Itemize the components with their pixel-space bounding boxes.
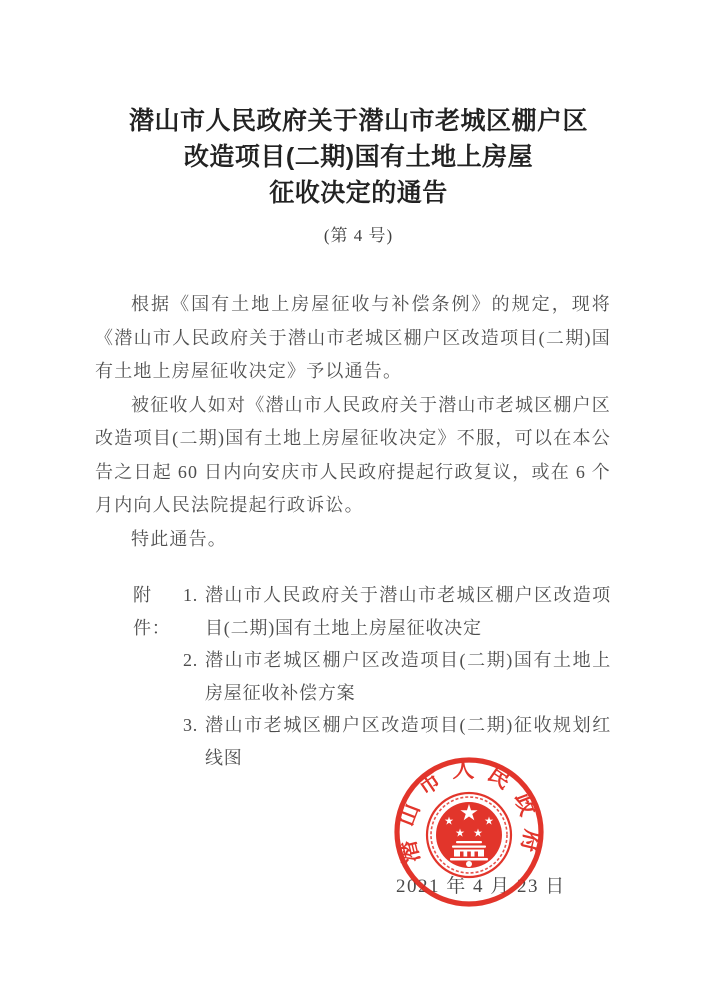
gear-icon: [466, 861, 472, 867]
small-star-icon: [474, 829, 483, 837]
small-star-icon: [485, 817, 494, 825]
document-title-line-3: 征收决定的通告: [269, 179, 448, 207]
attachments-section: [133, 579, 615, 774]
paragraph-closing: 特此通告。: [131, 528, 227, 549]
attachment-2-number: 2.: [183, 650, 199, 670]
document-body: [95, 288, 611, 556]
attachment-item-3: [183, 709, 615, 774]
issue-date: 2021 年 4 月 23 日: [396, 876, 566, 897]
small-star-icon: [445, 817, 454, 825]
attachment-item-1: [183, 579, 615, 644]
attachment-item-2: [183, 644, 615, 709]
document-title-line-2: 改造项目(二期)国有土地上房屋: [183, 143, 534, 171]
tiananmen-gate-icon: [450, 841, 488, 867]
attachments-label: 附件：: [133, 585, 171, 638]
paragraph-appeal-rights: 被征收人如对《潜山市人民政府关于潜山市老城区棚户区改造项目(二期)国有土地上房屋征收决定》不服，可以在本公告之日起 60 日内向安庆市人民政府提起行政复议，或在 6 个月内向人民法院提起行政诉讼。: [95, 394, 611, 515]
attachments-list: [183, 579, 615, 774]
document-title: [10, 103, 707, 211]
document-number: (第 4 号): [323, 226, 394, 245]
attachment-3-number: 3.: [183, 715, 199, 735]
attachment-3-text: 潜山市老城区棚户区改造项目(二期)征收规划红线图: [205, 715, 611, 768]
national-emblem-icon: [427, 793, 511, 877]
seal-ring-text: 潜山市人民政府: [392, 756, 546, 866]
attachment-1-number: 1.: [183, 585, 199, 605]
paragraph-basis: 根据《国有土地上房屋征收与补偿条例》的规定，现将《潜山市人民政府关于潜山市老城区棚户区改造项目(二期)国有土地上房屋征收决定》予以通告。: [95, 294, 611, 381]
attachment-1-text: 潜山市人民政府关于潜山市老城区棚户区改造项目(二期)国有土地上房屋征收决定: [205, 585, 611, 638]
attachment-2-text: 潜山市老城区棚户区改造项目(二期)国有土地上房屋征收补偿方案: [205, 650, 611, 703]
big-star-icon: [460, 804, 477, 820]
document-title-line-1: 潜山市人民政府关于潜山市老城区棚户区: [128, 107, 588, 135]
small-star-icon: [456, 829, 465, 837]
